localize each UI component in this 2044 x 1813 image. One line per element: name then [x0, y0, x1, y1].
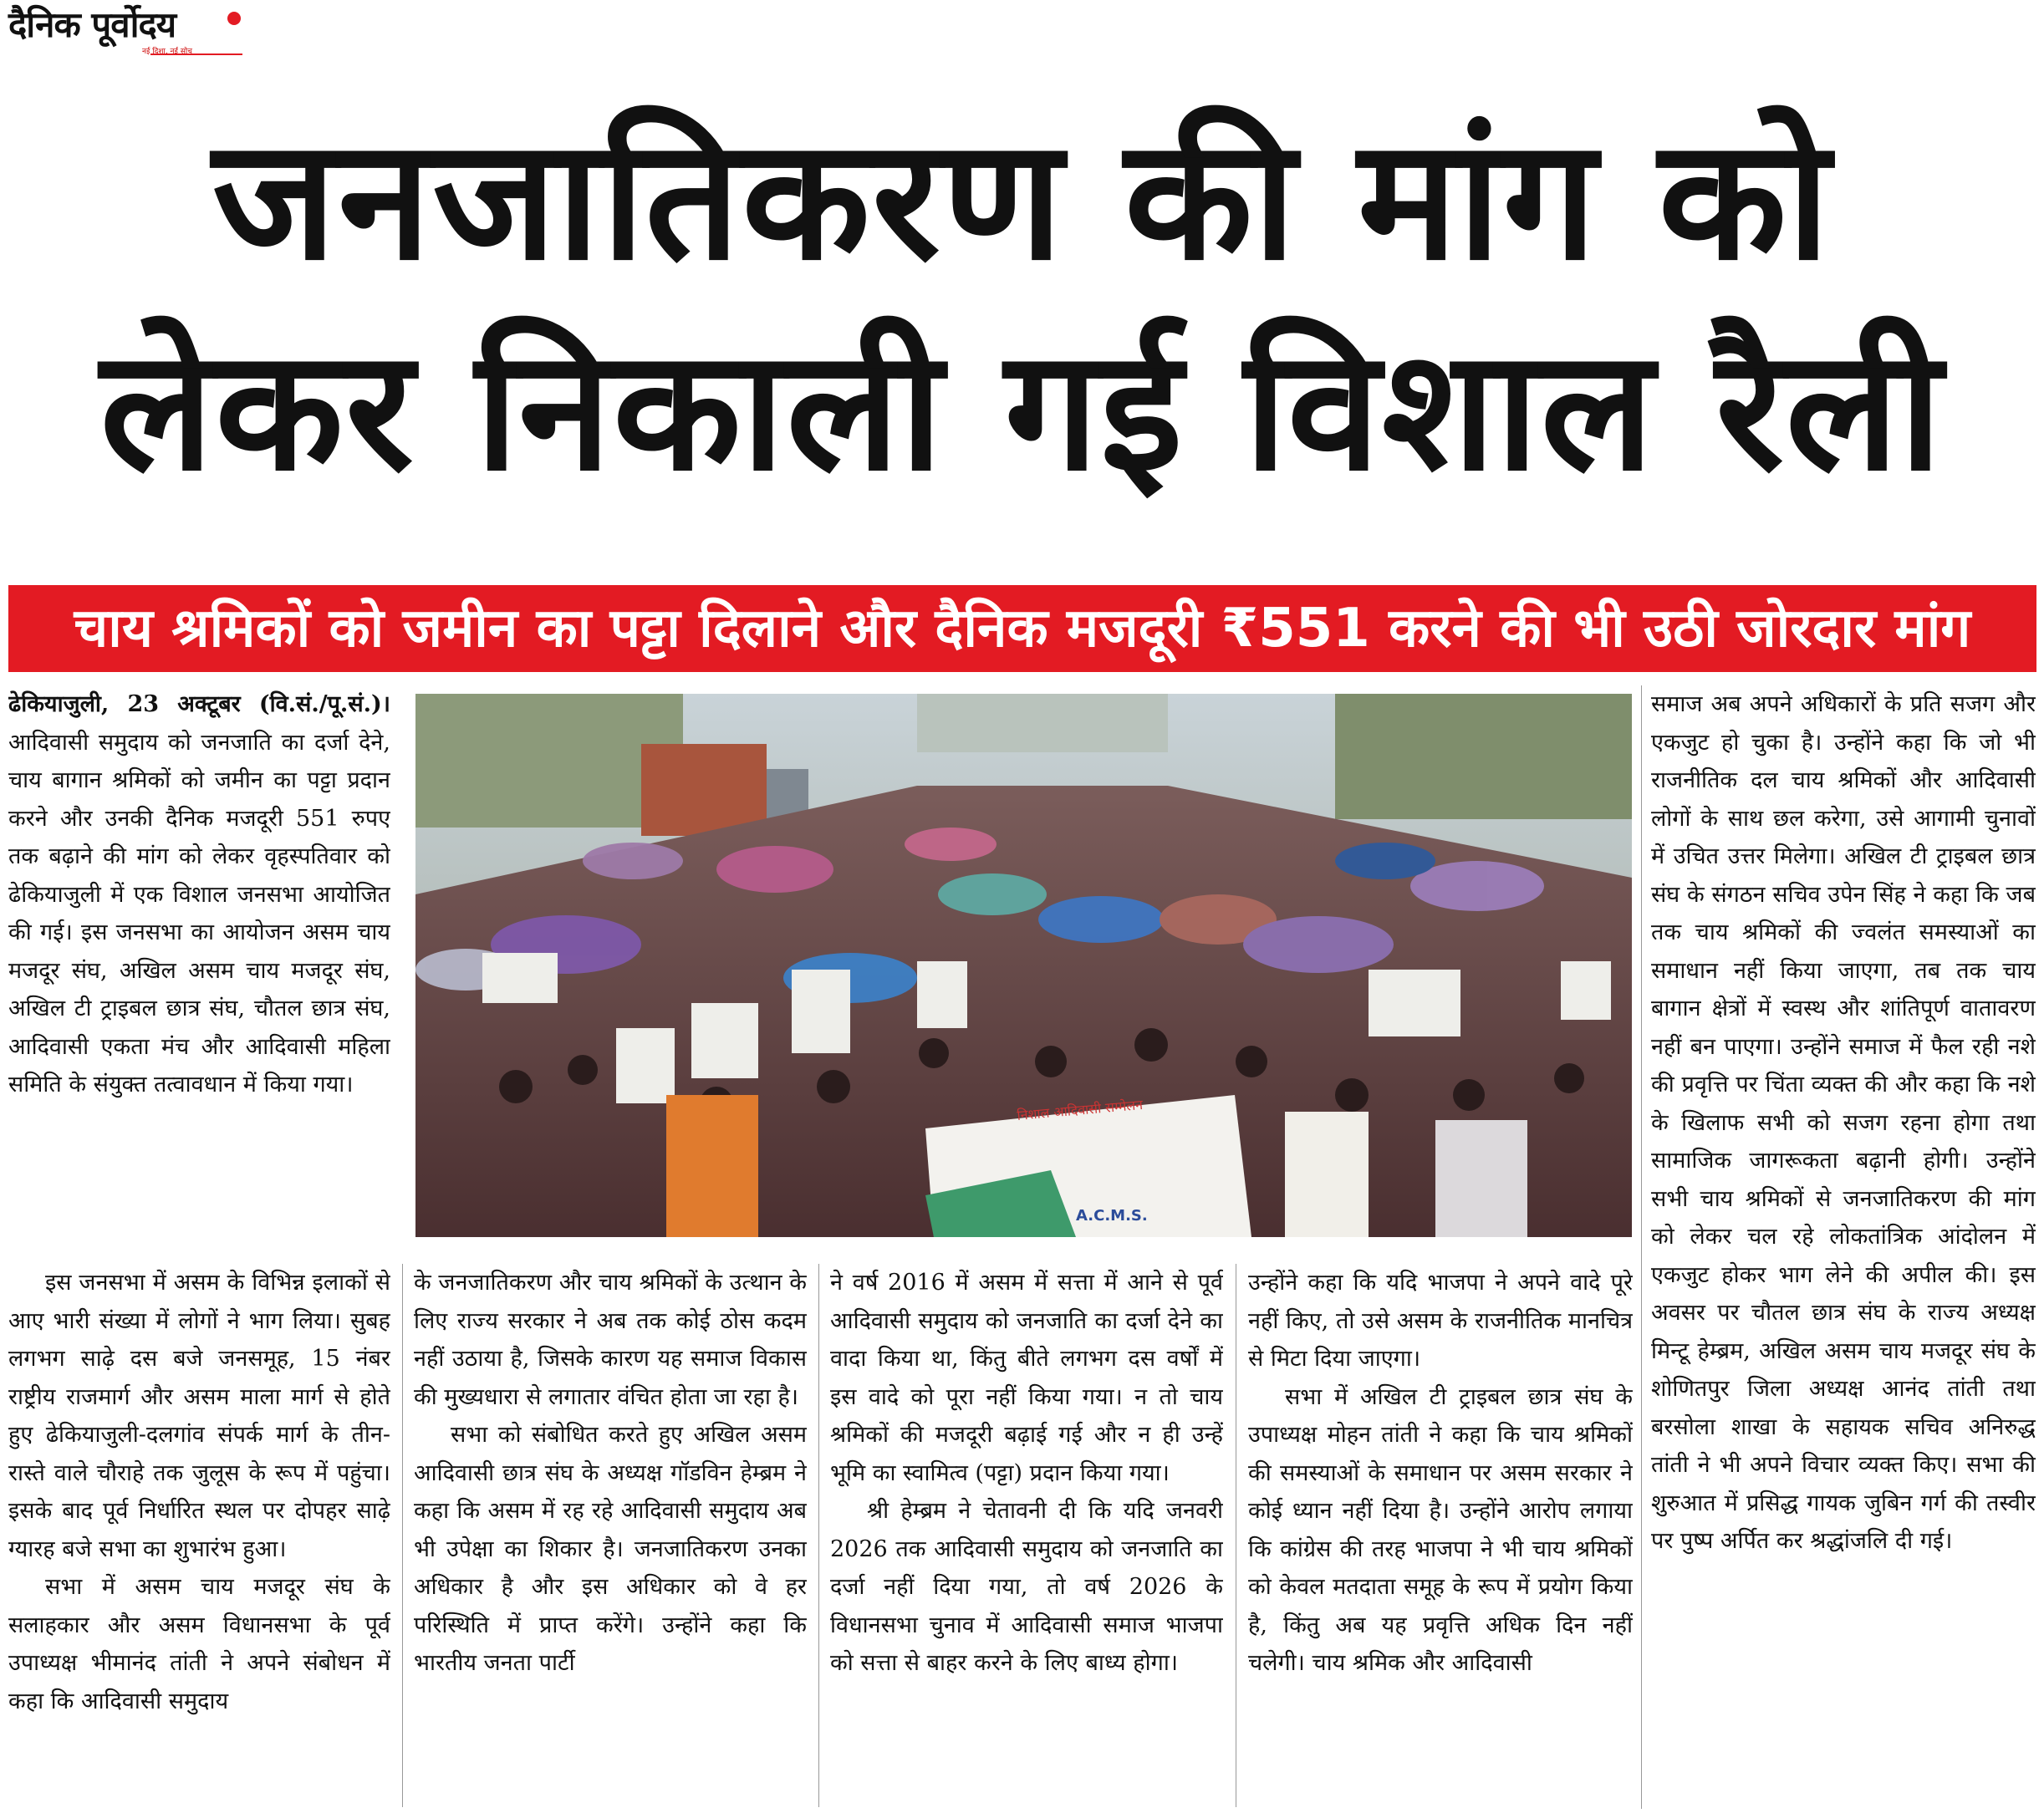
paragraph-9: सभा में अखिल टी ट्राइबल छात्र संघ के उपाध्यक्ष मोहन तांती ने कहा कि चाय श्रमिकों की समस्याओं के समाधान पर असम सरकार ने कोई ध्यान नहीं दिया है। उन्होंने आरोप लगाया कि कांग्रेस की तरह भाजपा ने भी चाय श्रमिकों को केवल मतदाता समूह के रूप में प्रयोग किया है, किंतु अब यह प्रवृत्ति अधिक दिन नहीं चलेगी। चाय श्रमिक और आदिवासी [1248, 1383, 1633, 1676]
article-column-2 [414, 1264, 807, 1809]
newspaper-name: दैनिक पूर्वोदय [8, 4, 176, 45]
column-divider [402, 1264, 403, 1807]
headline-line-1: जनजातिकरण की मांग को [212, 103, 1832, 298]
article-column-5 [1651, 685, 2036, 1809]
headline-line-2: लेकर निकाली गई विशाल रैली [99, 313, 1945, 508]
paragraph-6: ने वर्ष 2016 में असम में सत्ता में आने से पूर्व आदिवासी समुदाय को जनजाति का दर्जा देने का वादा किया था, किंतु बीते लगभग दस वर्षों में इस वादे को पूरा नहीं किया गया। न तो चाय श्रमिकों की मजदूरी बढ़ाई गई और न ही उन्हें भूमि का स्वामित्व (पट्टा) प्रदान किया गया। [830, 1270, 1223, 1486]
banner-text: निशाल आदिवासी सम्मेलन [1016, 1096, 1144, 1123]
dateline: ढेकियाजुली, 23 अक्टूबर (वि.सं./पू.सं.)। [8, 691, 390, 717]
paragraph-5: सभा को संबोधित करते हुए अखिल असम आदिवासी छात्र संघ के अध्यक्ष गॉडविन हेम्ब्रम ने कहा कि असम में रह रहे आदिवासी समुदाय अब भी उपेक्षा का शिकार है। जनजातिकरण उनका अधिकार है और इस अधिकार को वे हर परिस्थिति में प्राप्त करेंगे। उन्होंने कहा कि भारतीय जनता पार्टी [414, 1422, 807, 1676]
rally-photo [415, 694, 1632, 1237]
paragraph-7: श्री हेम्ब्रम ने चेतावनी दी कि यदि जनवरी 2026 तक आदिवासी समुदाय को जनजाति का दर्जा नहीं दिया गया, तो वर्ष 2026 के विधानसभा चुनाव में आदिवासी समाज भाजपा को सत्ता से बाहर करने के लिए बाध्य होगा। [830, 1498, 1223, 1676]
paragraph-10: समाज अब अपने अधिकारों के प्रति सजग और एकजुट हो चुका है। उन्होंने कहा कि जो भी राजनीतिक दल चाय श्रमिकों और आदिवासी लोगों के साथ छल करेगा, उसे आगामी चुनावों में उचित उत्तर मिलेगा। अखिल टी ट्राइबल छात्र संघ के संगठन सचिव उपेन सिंह ने कहा कि जब तक चाय श्रमिकों की ज्वलंत समस्याओं का समाधान नहीं किया जाएगा, तब तक चाय बागान क्षेत्रों में स्वस्थ और शांतिपूर्ण वातावरण नहीं बन पाएगा। उन्होंने समाज में फैल रही नशे की प्रवृत्ति पर चिंता व्यक्त की और कहा कि नशे के खिलाफ सभी को सजग रहना होगा तथा सामाजिक जागरूकता बढ़ानी होगी। उन्होंने सभी चाय श्रमिकों से जनजातिकरण की मांग को लेकर चल रहे लोकतांत्रिक आंदोलन में एकजुट होकर भाग लेने की अपील की। इस अवसर पर चौतल छात्र संघ के राज्य अध्यक्ष मिन्टू हेम्ब्रम, अखिल असम चाय मजदूर संघ के शोणितपुर जिला अध्यक्ष आनंद तांती तथा बरसोला शाखा के सहायक सचिव अनिरुद्ध तांती ने भी अपने विचार व्यक्त किए। सभा की शुरुआत में प्रसिद्ध गायक जुबिन गर्ग की तस्वीर पर पुष्प अर्पित कर श्रद्धांजलि दी गई। [1651, 691, 2036, 1554]
paragraph-4: के जनजातिकरण और चाय श्रमिकों के उत्थान के लिए राज्य सरकार ने अब तक कोई ठोस कदम नहीं उठाया है, जिसके कारण यह समाज विकास की मुख्यधारा से लगातार वंचित होता जा रहा है। [414, 1270, 807, 1410]
article-column-4 [1248, 1264, 1633, 1809]
logo-dot-icon [227, 12, 241, 25]
banner-subtext: A.C.M.S. [1076, 1207, 1148, 1225]
newspaper-tagline: नई दिशा, नई सोच [142, 48, 192, 56]
subheadline-bar: चाय श्रमिकों को जमीन का पट्टा दिलाने और दैनिक मजदूरी ₹551 करने की भी उठी जोरदार मांग [8, 585, 2036, 672]
column-divider [818, 1264, 819, 1807]
column-divider [1641, 685, 1642, 1809]
paragraph-8: उन्होंने कहा कि यदि भाजपा ने अपने वादे पूरे नहीं किए, तो उसे असम के राजनीतिक मानचित्र से मिटा दिया जाएगा। [1248, 1270, 1633, 1372]
paragraph-3: सभा में असम चाय मजदूर संघ के सलाहकार और असम विधानसभा के पूर्व उपाध्यक्ष भीमानंद तांती ने अपने संबोधन में कहा कि आदिवासी समुदाय [8, 1574, 390, 1714]
paragraph-2: इस जनसभा में असम के विभिन्न इलाकों से आए भारी संख्या में लोगों ने भाग लिया। सुबह लगभग साढ़े दस बजे जनसमूह, 15 नंबर राष्ट्रीय राजमार्ग और असम माला मार्ग से होते हुए ढेकियाजुली-दलगांव संपर्क मार्ग के तीन-रास्ते वाले चौराहे तक जुलूस के रूप में पहुंचा। इसके बाद पूर्व निर्धारित स्थल पर दोपहर साढ़े ग्यारह बजे सभा का शुभारंभ हुआ। [8, 1270, 390, 1562]
masthead-logo [8, 5, 242, 60]
article-column-1-top [8, 685, 390, 1262]
paragraph-1: आदिवासी समुदाय को जनजाति का दर्जा देने, चाय बागान श्रमिकों को जमीन का पट्टा प्रदान करने और उनकी दैनिक मजदूरी 551 रुपए तक बढ़ाने की मांग को लेकर वृहस्पतिवार को ढेकियाजुली में एक विशाल जनसभा आयोजित की गई। इस जनसभा का आयोजन असम चाय मजदूर संघ, अखिल असम चाय मजदूर संघ, अखिल टी ट्राइबल छात्र संघ, चौतल छात्र संघ, आदिवासी एकता मंच और आदिवासी महिला समिति के संयुक्त तत्वावधान में किया गया। [8, 729, 390, 1097]
article-column-1-bottom [8, 1264, 390, 1809]
article-column-3 [830, 1264, 1223, 1809]
